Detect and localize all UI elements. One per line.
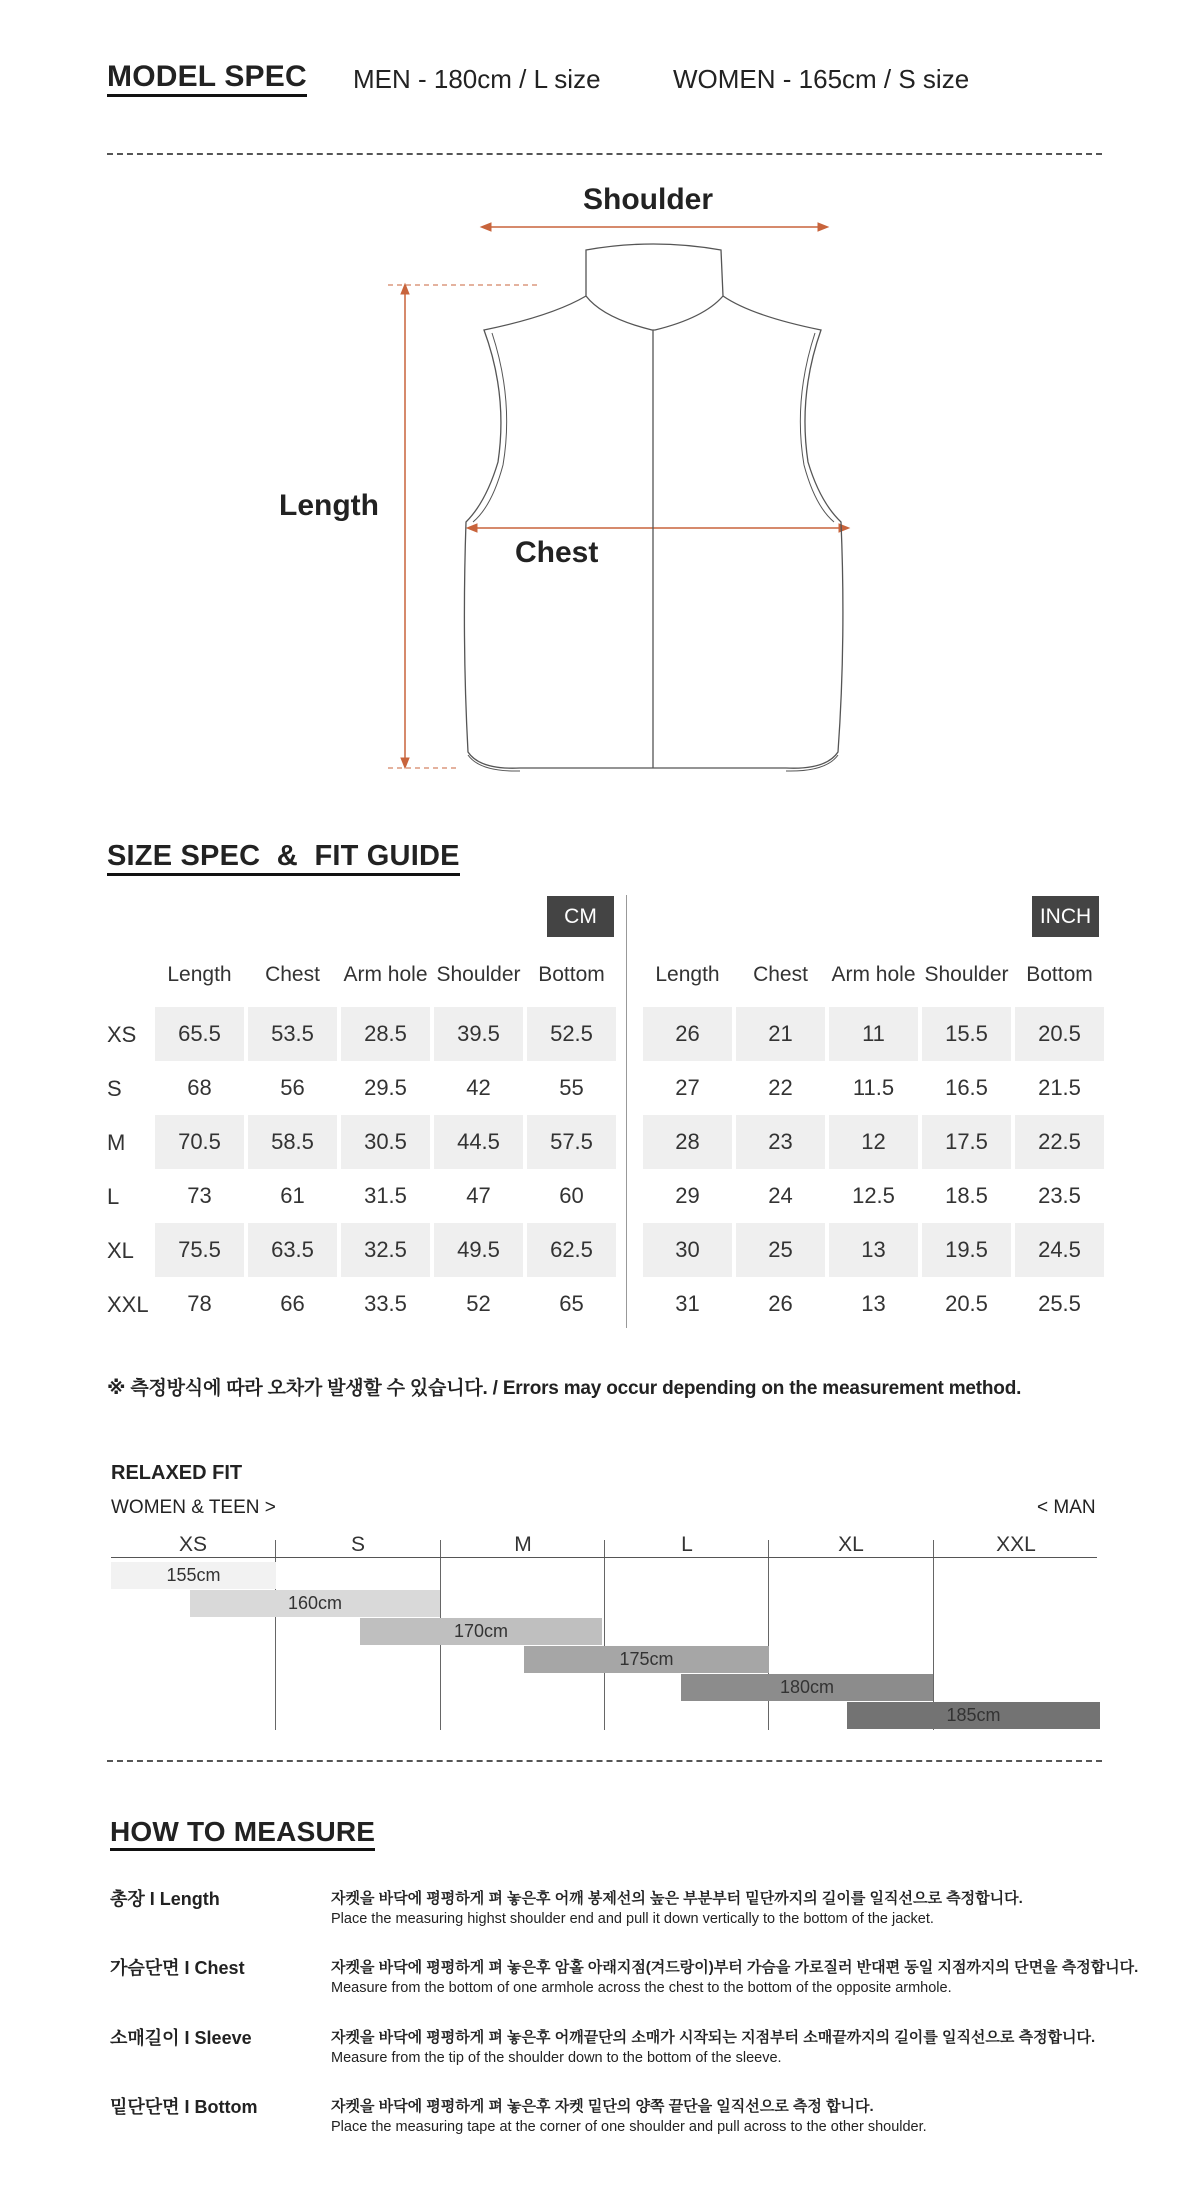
inch-value-cell: 26 — [768, 1291, 793, 1316]
cm-value-cell: 56 — [280, 1075, 305, 1100]
size-row-label: XXL — [107, 1292, 149, 1317]
fit-height-bar: 185cm — [847, 1702, 1100, 1729]
model-spec-men: MEN - 180cm / L size — [353, 64, 601, 94]
measure-label: 가슴단면 I Chest — [110, 1958, 245, 1978]
fit-size-label: XS — [178, 1533, 207, 1556]
inch-value-cell: 25 — [736, 1223, 825, 1277]
fit-size-label: XXL — [996, 1533, 1036, 1556]
inch-unit-badge: INCH — [1032, 896, 1099, 937]
inch-value-cell: 11 — [829, 1007, 918, 1061]
cm-value-cell: 42 — [466, 1075, 491, 1100]
cm-unit-badge: CM — [547, 896, 614, 937]
inch-column-header: Bottom — [1026, 963, 1093, 986]
measurement-note: ※ 측정방식에 따라 오차가 발생할 수 있습니다. / Errors may occur depending on the measurement method. — [107, 1378, 1022, 1399]
cm-value-cell: 60 — [559, 1183, 584, 1208]
cm-value-cell: 65.5 — [155, 1007, 244, 1061]
fit-height-bar: 155cm — [111, 1562, 276, 1589]
cm-value-cell: 29.5 — [364, 1075, 407, 1100]
cm-value-cell: 49.5 — [434, 1223, 523, 1277]
inch-column-header: Length — [655, 963, 720, 986]
measure-label: 소매길이 I Sleeve — [110, 2028, 252, 2048]
inch-column-header: Chest — [753, 963, 808, 986]
cm-value-cell: 31.5 — [364, 1183, 407, 1208]
fit-column-divider — [604, 1540, 605, 1730]
inch-value-cell: 17.5 — [922, 1115, 1011, 1169]
fit-height-bar: 160cm — [190, 1590, 440, 1617]
cm-value-cell: 75.5 — [155, 1223, 244, 1277]
inch-value-cell: 27 — [675, 1075, 700, 1100]
cm-value-cell: 47 — [466, 1183, 491, 1208]
cm-value-cell: 61 — [280, 1183, 305, 1208]
inch-value-cell: 30 — [643, 1223, 732, 1277]
inch-value-cell: 13 — [861, 1291, 886, 1316]
chest-label: Chest — [515, 536, 599, 569]
cm-value-cell: 30.5 — [341, 1115, 430, 1169]
inch-value-cell: 23.5 — [1038, 1183, 1081, 1208]
cm-column-header: Arm hole — [343, 963, 428, 986]
cm-value-cell: 52 — [466, 1291, 491, 1316]
measure-label: 총장 I Length — [110, 1889, 220, 1909]
fit-size-label: S — [350, 1533, 365, 1556]
inch-value-cell: 29 — [675, 1183, 700, 1208]
inch-value-cell: 28 — [643, 1115, 732, 1169]
cm-value-cell: 44.5 — [434, 1115, 523, 1169]
cm-value-cell: 52.5 — [527, 1007, 616, 1061]
cm-column-header: Chest — [265, 963, 320, 986]
cm-value-cell: 62.5 — [527, 1223, 616, 1277]
cm-value-cell: 63.5 — [248, 1223, 337, 1277]
size-row-label: L — [107, 1184, 120, 1209]
chest-arrow — [467, 524, 849, 532]
measure-desc-en: Measure from the bottom of one armhole across the chest to the bottom of the opposite armhole. — [331, 1980, 952, 1996]
cm-value-cell: 53.5 — [248, 1007, 337, 1061]
fit-title: RELAXED FIT — [111, 1462, 243, 1484]
shoulder-label: Shoulder — [583, 183, 714, 216]
inch-value-cell: 13 — [829, 1223, 918, 1277]
cm-value-cell: 28.5 — [341, 1007, 430, 1061]
fit-size-label: L — [681, 1533, 693, 1556]
cm-value-cell: 33.5 — [364, 1291, 407, 1316]
inch-value-cell: 20.5 — [1015, 1007, 1104, 1061]
vest-outline — [464, 244, 843, 771]
inch-value-cell: 15.5 — [922, 1007, 1011, 1061]
size-spec-title: SIZE SPEC & FIT GUIDE — [107, 840, 460, 873]
cm-value-cell: 78 — [187, 1291, 212, 1316]
inch-value-cell: 23 — [736, 1115, 825, 1169]
divider-top — [107, 153, 1102, 155]
cm-value-cell: 57.5 — [527, 1115, 616, 1169]
fit-column-divider — [768, 1540, 769, 1730]
fit-height-bar: 180cm — [681, 1674, 933, 1701]
inch-value-cell: 21.5 — [1038, 1075, 1081, 1100]
inch-value-cell: 24.5 — [1015, 1223, 1104, 1277]
inch-value-cell: 12 — [829, 1115, 918, 1169]
fit-baseline — [111, 1557, 1097, 1558]
inch-value-cell: 22 — [768, 1075, 793, 1100]
divider-bottom — [107, 1760, 1102, 1762]
table-divider — [626, 895, 627, 1328]
inch-value-cell: 11.5 — [852, 1075, 895, 1100]
cm-value-cell: 70.5 — [155, 1115, 244, 1169]
inch-value-cell: 16.5 — [945, 1075, 988, 1100]
size-row-label: S — [107, 1076, 122, 1101]
measure-desc-en: Place the measuring highst shoulder end and pull it down vertically to the bottom of the jacket. — [331, 1911, 934, 1927]
inch-value-cell: 18.5 — [945, 1183, 988, 1208]
measure-desc-ko: 자켓을 바닥에 평평하게 펴 놓은후 어깨끝단의 소매가 시작되는 지점부터 소매끝까지의 길이를 일직선으로 측정합니다. — [331, 2029, 1096, 2046]
cm-value-cell: 68 — [187, 1075, 212, 1100]
fit-size-label: M — [514, 1533, 532, 1556]
inch-value-cell: 26 — [643, 1007, 732, 1061]
measure-desc-ko: 자켓을 바닥에 평평하게 펴 놓은후 자켓 밑단의 양쪽 끝단을 일직선으로 측정 합니다. — [331, 2098, 874, 2115]
cm-value-cell: 55 — [559, 1075, 584, 1100]
cm-value-cell: 32.5 — [341, 1223, 430, 1277]
fit-right-label: < MAN — [1037, 1497, 1096, 1518]
size-row-label: M — [107, 1130, 126, 1155]
inch-value-cell: 12.5 — [852, 1183, 895, 1208]
measure-desc-ko: 자켓을 바닥에 평평하게 펴 놓은후 암홀 아래지점(겨드랑이)부터 가슴을 가로질러 반대편 동일 지점까지의 단면을 측정합니다. — [331, 1959, 1139, 1976]
cm-value-cell: 65 — [559, 1291, 584, 1316]
fit-height-bar: 175cm — [524, 1646, 769, 1673]
inch-value-cell: 31 — [675, 1291, 700, 1316]
measure-label: 밑단단면 I Bottom — [110, 2097, 258, 2117]
measure-desc-en: Measure from the tip of the shoulder down to the bottom of the sleeve. — [331, 2050, 782, 2066]
cm-value-cell: 58.5 — [248, 1115, 337, 1169]
size-row-label: XS — [107, 1022, 137, 1047]
inch-value-cell: 21 — [736, 1007, 825, 1061]
cm-column-header: Length — [167, 963, 232, 986]
cm-value-cell: 73 — [187, 1183, 212, 1208]
fit-size-label: XL — [838, 1533, 864, 1556]
inch-value-cell: 25.5 — [1038, 1291, 1081, 1316]
cm-column-header: Shoulder — [436, 963, 521, 986]
measure-desc-en: Place the measuring tape at the corner of one shoulder and pull across to the other shoulder. — [331, 2119, 927, 2135]
measure-title: HOW TO MEASURE — [110, 1816, 375, 1848]
model-spec-women: WOMEN - 165cm / S size — [673, 64, 970, 94]
length-arrow — [388, 284, 540, 768]
inch-column-header: Shoulder — [924, 963, 1009, 986]
shoulder-arrow — [481, 223, 828, 231]
inch-column-header: Arm hole — [831, 963, 916, 986]
vest-diagram — [0, 170, 1200, 800]
cm-value-cell: 39.5 — [434, 1007, 523, 1061]
inch-value-cell: 19.5 — [922, 1223, 1011, 1277]
cm-value-cell: 66 — [280, 1291, 305, 1316]
size-row-label: XL — [107, 1238, 134, 1263]
inch-value-cell: 20.5 — [945, 1291, 988, 1316]
length-label: Length — [279, 489, 379, 522]
inch-value-cell: 22.5 — [1015, 1115, 1104, 1169]
model-spec-title: MODEL SPEC — [107, 60, 307, 94]
fit-left-label: WOMEN & TEEN > — [111, 1497, 276, 1518]
inch-value-cell: 24 — [768, 1183, 793, 1208]
measure-desc-ko: 자켓을 바닥에 평평하게 펴 놓은후 어깨 봉제선의 높은 부분부터 밑단까지의 길이를 일직선으로 측정합니다. — [331, 1890, 1023, 1907]
fit-height-bar: 170cm — [360, 1618, 602, 1645]
cm-column-header: Bottom — [538, 963, 605, 986]
